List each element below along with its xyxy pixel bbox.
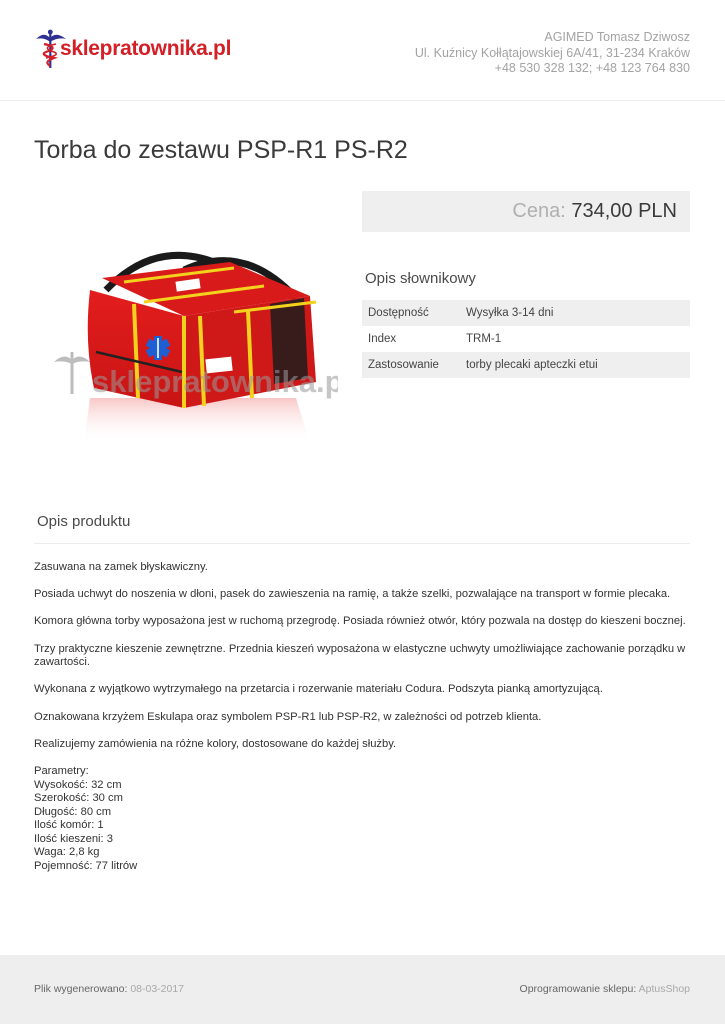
company-address: Ul. Kuźnicy Kołłątajowskiej 6A/41, 31-234 Kraków bbox=[414, 45, 690, 60]
parameter-item: Szerokość: 30 cm bbox=[34, 792, 123, 805]
medical-bag-image bbox=[34, 212, 338, 470]
parameter-item: Długość: 80 cm bbox=[34, 805, 112, 818]
page-footer bbox=[0, 955, 725, 1024]
product-image[interactable] bbox=[34, 212, 338, 470]
parameter-item: Wysokość: 32 cm bbox=[34, 778, 122, 791]
company-info bbox=[415, 30, 690, 77]
parameter-item: Pojemność: 77 litrów bbox=[34, 860, 138, 873]
attr-key: Zastosowanie bbox=[368, 359, 439, 371]
description-paragraph: Realizujemy zamówienia na różne kolory, dostosowane do każdej służby. bbox=[34, 737, 397, 750]
section-divider bbox=[34, 543, 690, 544]
store-logo[interactable] bbox=[34, 28, 234, 72]
company-name: AGIMED Tomasz Dziwosz bbox=[544, 30, 690, 44]
software-info bbox=[520, 983, 690, 995]
table-row bbox=[362, 352, 690, 378]
table-row bbox=[362, 300, 690, 326]
generated-info bbox=[34, 983, 184, 995]
watermark-text: sklepratownika.pl bbox=[92, 364, 338, 399]
description-paragraph: Komora główna torby wyposażona jest w ruchomą przegrodę. Posiada również otwór, który pozwala na dostęp do kieszeni bocznej. bbox=[34, 615, 686, 628]
attr-key: Index bbox=[368, 333, 397, 345]
attr-value: torby plecaki apteczki etui bbox=[466, 359, 598, 371]
parameters-header: Parametry: bbox=[34, 764, 89, 777]
price-value: 734,00 PLN bbox=[571, 200, 677, 222]
product-title: Torba do zestawu PSP-R1 PS-R2 bbox=[34, 136, 408, 164]
generated-label: Plik wygenerowano: bbox=[34, 983, 128, 995]
price-label: Cena: bbox=[512, 200, 566, 222]
parameter-item: Ilość komór: 1 bbox=[34, 819, 104, 832]
price-box bbox=[362, 191, 690, 232]
logo-text: sklepratownika.pl bbox=[60, 37, 232, 60]
attr-key: Dostępność bbox=[368, 307, 429, 319]
description-paragraph: Zasuwana na zamek błyskawiczny. bbox=[34, 561, 208, 573]
parameter-item: Waga: 2,8 kg bbox=[34, 846, 100, 859]
company-phones: +48 530 328 132; +48 123 764 830 bbox=[494, 61, 690, 75]
software-label: Oprogramowanie sklepu: bbox=[519, 983, 637, 995]
description-paragraph: Trzy praktyczne kieszenie zewnętrzne. Przednia kieszeń wyposażona w elastyczne uchwyty umożliwiające zachowanie porządku w zawartości. bbox=[34, 642, 686, 669]
description-paragraph: Wykonana z wyjątkowo wytrzymałego na przetarcia i rozerwanie materiału Codura. Podszyta pianką amortyzującą. bbox=[34, 683, 603, 696]
page-header bbox=[0, 0, 725, 101]
description-title: Opis produktu bbox=[37, 513, 131, 530]
generated-date: 08-03-2017 bbox=[130, 983, 185, 995]
description-paragraph: Oznakowana krzyżem Eskulapa oraz symbolem PSP-R1 lub PSP-R2, w zależności od potrzeb klienta. bbox=[34, 710, 542, 723]
table-row bbox=[362, 326, 690, 352]
attr-value: TRM-1 bbox=[466, 333, 502, 345]
dictionary-title: Opis słownikowy bbox=[365, 270, 476, 287]
parameter-item: Ilość kieszeni: 3 bbox=[34, 832, 113, 845]
description-paragraph: Posiada uchwyt do noszenia w dłoni, pasek do zawieszenia na ramię, a także szelki, pozwalające na transport w formie plecaka. bbox=[34, 588, 671, 601]
description-body bbox=[34, 561, 690, 874]
attributes-table bbox=[362, 300, 690, 378]
attr-value: Wysyłka 3-14 dni bbox=[466, 307, 554, 319]
parameters-list bbox=[34, 765, 690, 874]
software-link[interactable]: AptusShop bbox=[638, 983, 690, 995]
